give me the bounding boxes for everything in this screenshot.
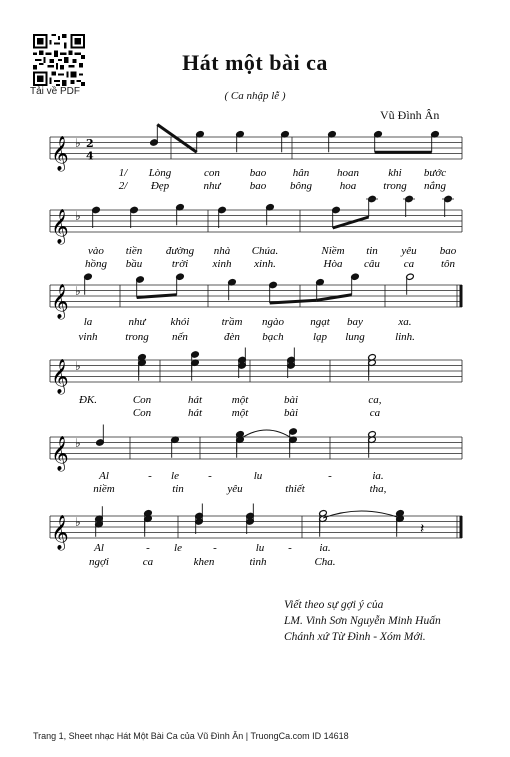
lyric-word: bao [249, 167, 267, 179]
lyric-word: xinh. [254, 258, 276, 270]
lyric-word: bài [283, 394, 299, 406]
lyric-word: Cha. [314, 556, 336, 568]
lyric-word: hoan [337, 167, 359, 179]
treble-clef-icon: 𝄞 [51, 136, 69, 171]
flat-icon: ♭ [75, 515, 81, 529]
lyric-word: Hòa [323, 258, 343, 270]
lyric-word: ca [369, 407, 381, 419]
quarter-rest-icon: 𝄽 [420, 521, 425, 537]
lyric-word: lu [255, 542, 265, 554]
flat-icon: ♭ [75, 209, 81, 223]
note-beam [317, 295, 352, 301]
lyric-word: như [128, 316, 146, 328]
lyric-word: tôn [440, 258, 456, 270]
lyric-word: trời [171, 258, 189, 270]
slur [240, 430, 293, 439]
lyric-word: 2/ [118, 180, 128, 192]
lyric-word: hát [187, 407, 203, 419]
lyric-word: ngợi [89, 556, 109, 568]
lyrics-block [93, 470, 386, 495]
lyric-word: vinh [78, 331, 98, 343]
lyric-word: một [231, 394, 249, 406]
lyric-word: một [231, 407, 249, 419]
lyric-word: tiền [125, 245, 143, 257]
lyric-word: Con [132, 394, 152, 406]
lyric-word: nến [172, 331, 188, 343]
lyric-word: bao [249, 180, 267, 192]
lyric-word: trong [383, 180, 407, 192]
lyric-word: đường [165, 245, 195, 257]
lyric-word: bước [423, 167, 447, 179]
lyric-word: hân [292, 167, 310, 179]
lyric-word: lung [345, 331, 365, 343]
lyric-word: le [174, 542, 182, 554]
lyric-word: Al [94, 542, 104, 554]
lyric-word: - [288, 542, 292, 554]
credits-line: Viết theo sự gợi ý của [284, 599, 384, 611]
lyric-word: Lòng [148, 167, 172, 179]
staff-system [50, 504, 462, 569]
lyric-word: hoa [339, 180, 357, 192]
lyric-word: - [148, 470, 152, 482]
lyric-word: Al [99, 470, 109, 482]
lyric-word: như [203, 180, 221, 192]
lyric-word: câu [364, 258, 380, 270]
time-signature-top: 2 [86, 137, 94, 150]
flat-icon: ♭ [75, 136, 81, 150]
flat-icon: ♭ [75, 284, 81, 298]
treble-clef-icon: 𝄞 [51, 359, 69, 394]
lyrics-block [119, 167, 447, 192]
lyric-word: bạch [262, 331, 284, 343]
lyric-word: yêu [401, 245, 417, 257]
lyrics-block [85, 245, 457, 270]
lyric-word: bao [439, 245, 457, 257]
lyric-word: ngạt [310, 316, 330, 328]
lyric-word: tình [249, 556, 267, 568]
flat-icon: ♭ [75, 359, 81, 373]
lyric-word: khói [170, 316, 190, 328]
treble-clef-icon: 𝄞 [51, 209, 69, 244]
lyric-word: Chúa. [251, 245, 279, 257]
composer-name: Vũ Đình Ân [380, 108, 440, 122]
lyric-word: ca, [368, 394, 382, 406]
lyric-word: bầu [125, 258, 143, 270]
staff-system [50, 195, 462, 270]
lyric-word: bông [290, 180, 312, 192]
lyric-word: ca [403, 258, 415, 270]
lyric-word: hát [187, 394, 203, 406]
lyric-word: tha, [369, 483, 387, 495]
lyric-word: - [146, 542, 150, 554]
treble-clef-icon: 𝄞 [51, 436, 69, 471]
lyric-word: trong [125, 331, 149, 343]
slur [323, 511, 400, 518]
download-pdf-link[interactable]: Tải về PDF [30, 86, 81, 97]
lyric-word: nắng [424, 180, 446, 192]
lyric-word: xa. [398, 316, 412, 328]
lyric-word: Đẹp [150, 180, 170, 192]
lyric-word: thiết [285, 483, 305, 495]
note-beam [137, 295, 177, 298]
note-beam [270, 300, 317, 303]
treble-clef-icon: 𝄞 [51, 515, 69, 550]
lyric-word: trầm [221, 316, 243, 328]
time-signature-bottom: 4 [86, 149, 94, 163]
staff-system [50, 425, 462, 496]
staff-system [50, 125, 462, 193]
lyric-word: đèn [224, 331, 240, 343]
lyric-word: vào [88, 245, 104, 257]
lyric-word: yêu [227, 483, 243, 495]
page-footer: Trang 1, Sheet nhạc Hát Một Bài Ca của Vũ Đình Ân | TruongCa.com ID 14618 [33, 731, 349, 741]
lyric-word: khi [388, 167, 402, 179]
lyric-word: lu [253, 470, 263, 482]
song-title: Hát một bài ca [182, 50, 328, 75]
lyric-word: 1/ [118, 167, 128, 179]
lyric-word: khen [193, 556, 215, 568]
credits-block [284, 597, 441, 645]
credits-line: LM. Vinh Sơn Nguyễn Minh Huấn [284, 615, 441, 627]
lyrics-block [79, 316, 415, 343]
lyric-word: ĐK. [78, 394, 98, 406]
lyric-word: nhà [213, 245, 231, 257]
staff-system [50, 348, 462, 420]
lyric-word: lạp [312, 331, 328, 343]
lyric-word: ia. [319, 542, 331, 554]
lyric-word: con [204, 167, 220, 179]
credits-line: Chánh xứ Từ Đình - Xóm Mới. [284, 631, 426, 643]
treble-clef-icon: 𝄞 [51, 284, 69, 319]
lyric-word: niềm [93, 483, 115, 495]
lyric-word: - [328, 470, 332, 482]
lyric-word: Niềm [321, 245, 345, 257]
lyric-word: ca [142, 556, 154, 568]
lyric-word: linh. [395, 331, 415, 343]
lyric-word: tin [366, 245, 378, 257]
flat-icon: ♭ [75, 436, 81, 450]
lyric-word: - [213, 542, 217, 554]
lyric-word: ia. [372, 470, 384, 482]
lyric-word: xinh [212, 258, 232, 270]
lyrics-block [78, 394, 382, 419]
lyric-word: tin [172, 483, 184, 495]
song-subtitle: ( Ca nhập lễ ) [224, 90, 286, 102]
lyric-word: ngào [262, 316, 284, 328]
lyrics-block [89, 542, 336, 568]
lyric-word: - [208, 470, 212, 482]
lyric-word: la [83, 316, 93, 328]
lyric-word: bài [283, 407, 299, 419]
lyric-word: hồng [85, 258, 107, 270]
lyric-word: le [171, 470, 179, 482]
lyric-word: Con [132, 407, 152, 419]
staff-system [50, 273, 462, 343]
lyric-word: bay [347, 316, 363, 328]
